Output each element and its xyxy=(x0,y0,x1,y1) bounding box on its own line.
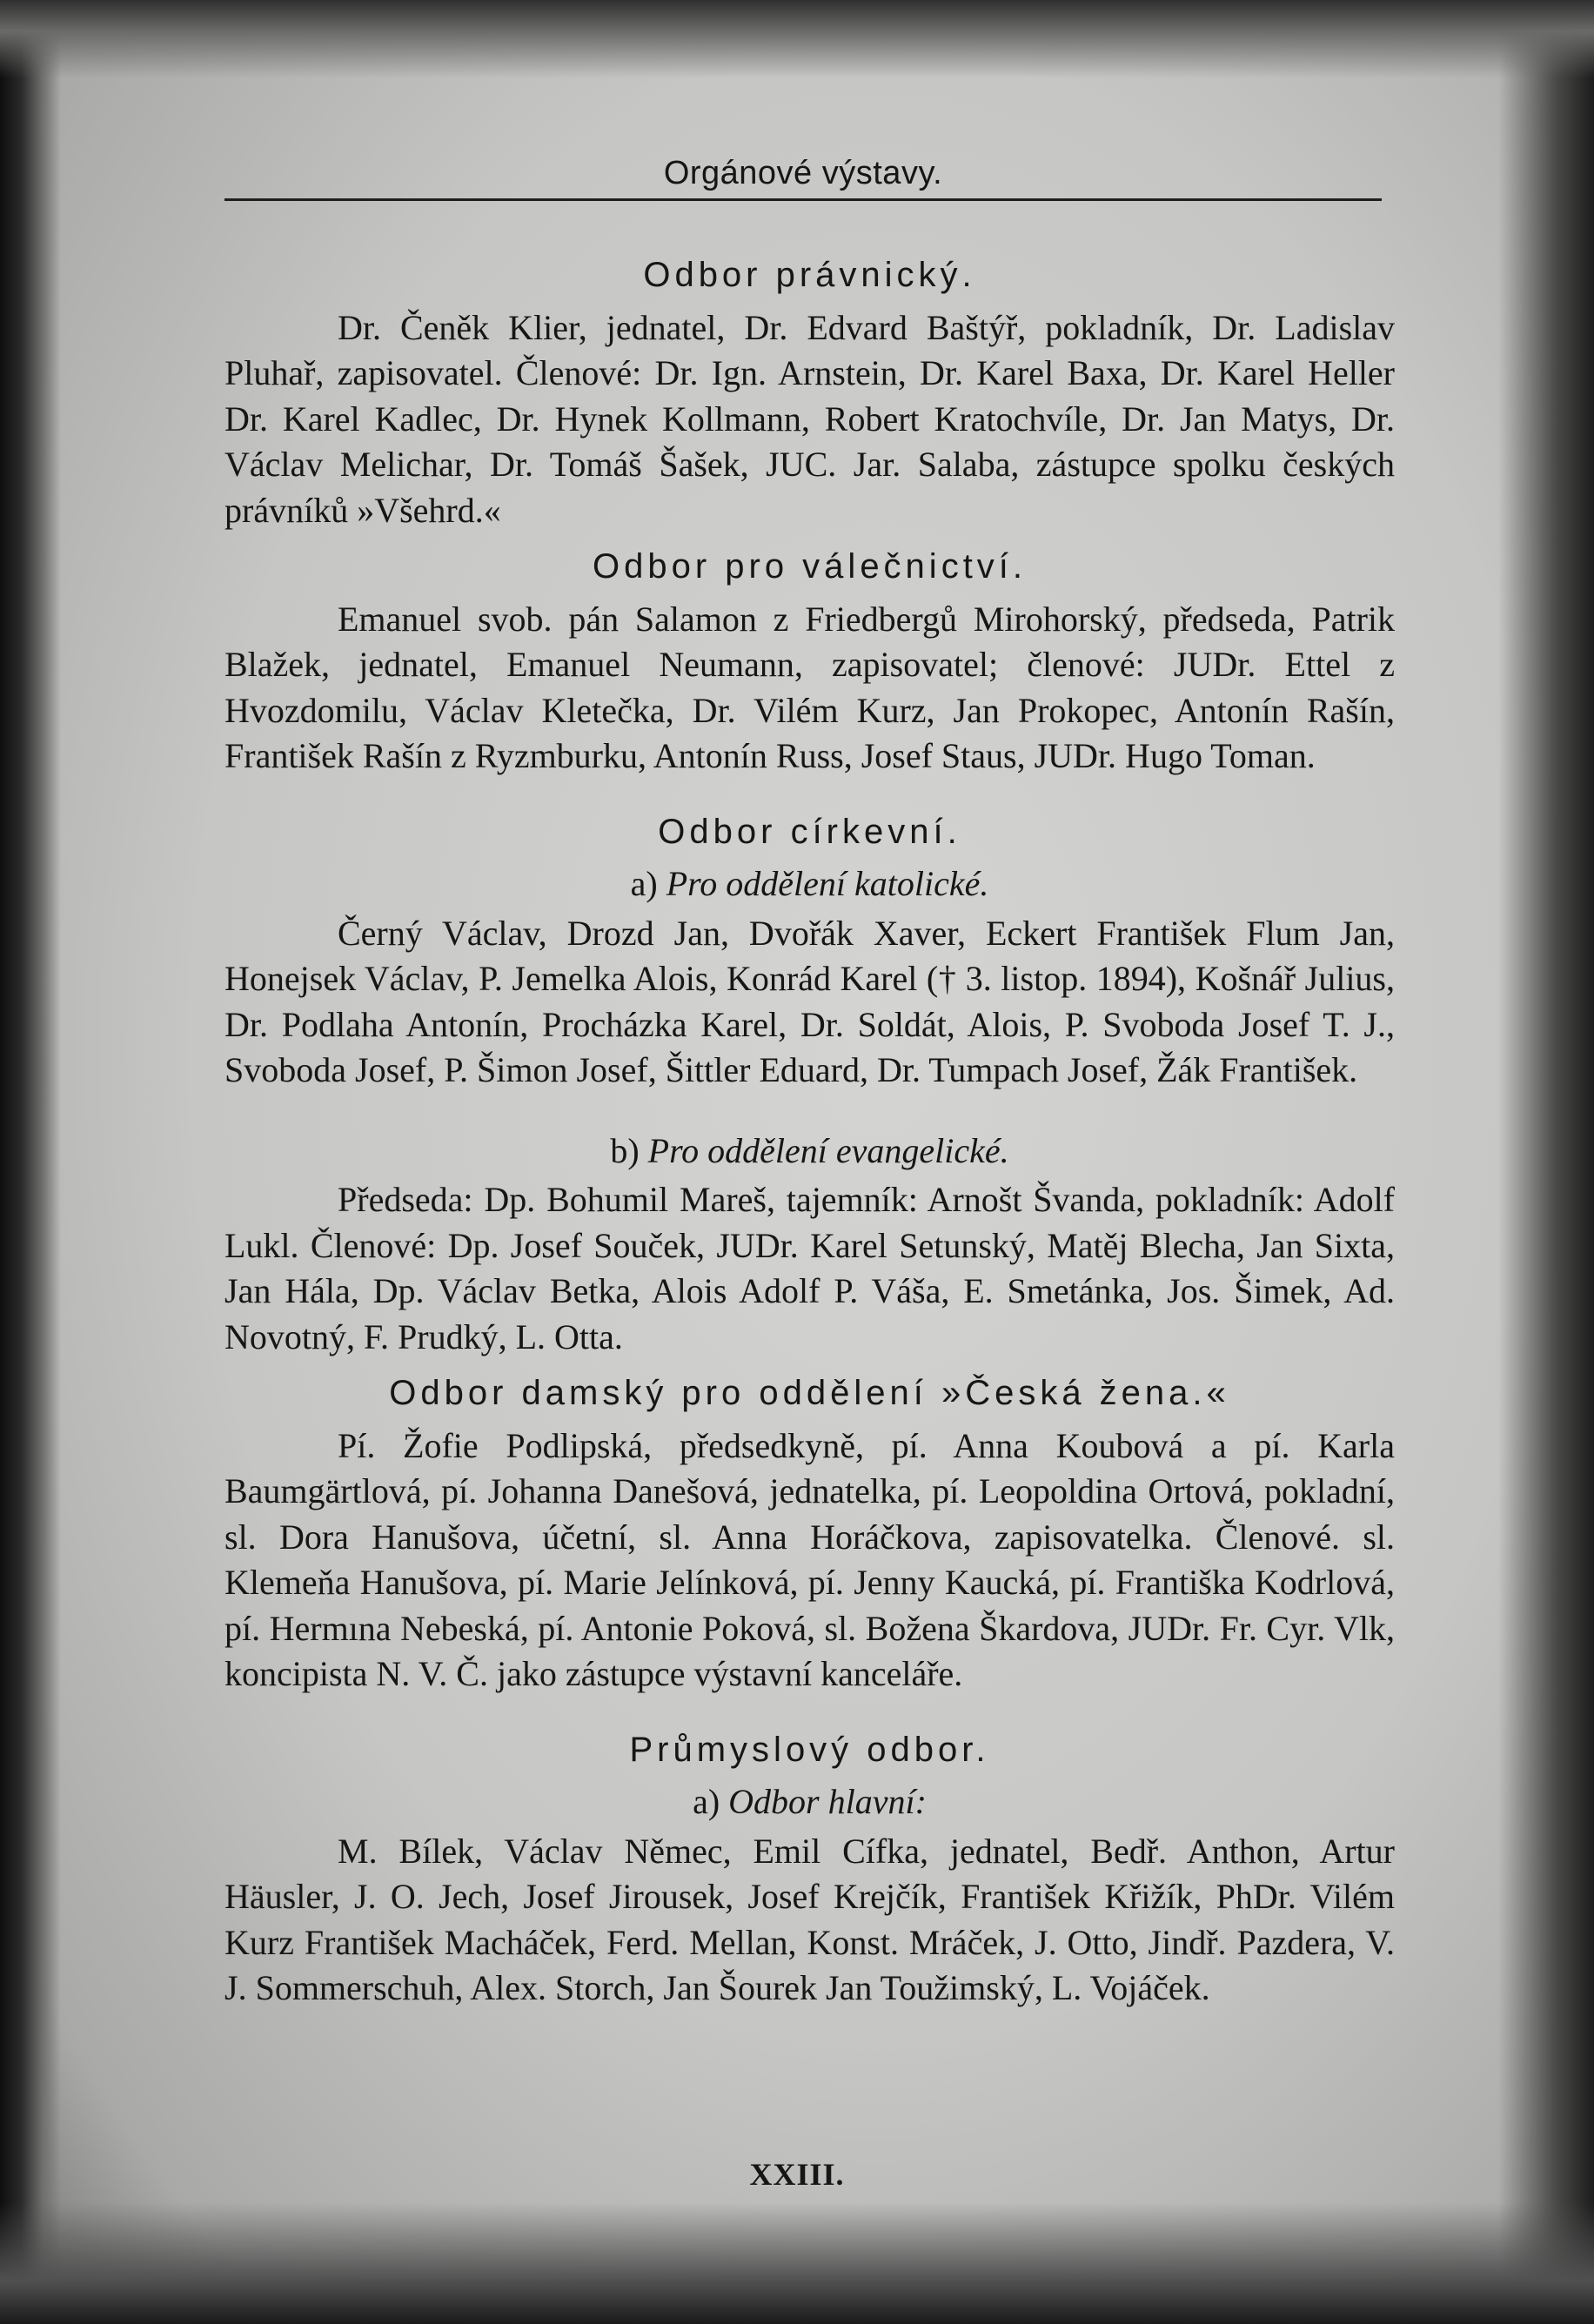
subsection-marker: b) xyxy=(610,1130,640,1170)
subsection-paragraph: Černý Václav, Drozd Jan, Dvořák Xaver, Eckert František Flum Jan, Honejsek Václav, P. Jemelka Alois, Konrád Karel († 3. listop. 1894), Košnář Julius, Dr. Podlaha Antonín, Procházka Karel, Dr. Soldát, Alois, P. Svoboda Josef T. J., Svoboda Josef, P. Šimon Josef, Šittler Eduard, Dr. Tumpach Josef, Žák František. xyxy=(224,913,1395,1089)
subsection-marker: a) xyxy=(693,1782,720,1821)
page-shadow-top xyxy=(0,0,1594,78)
page-shadow-bottom xyxy=(0,2202,1594,2324)
page-shadow-right xyxy=(1498,0,1594,2324)
subsection-paragraph: M. Bílek, Václav Němec, Emil Cífka, jednatel, Bedř. Anthon, Artur Häusler, J. O. Jech, Josef Jirousek, Josef Krejčík, František Křižík, PhDr. Vilém Kurz František Macháček, Ferd. Mellan, Konst. Mráček, J. Otto, Jindř. Pazdera, V. J. Sommerschuh, Alex. Storch, Jan Šourek Jan Toužimský, L. Vojáček. xyxy=(224,1831,1395,2007)
section-heading: Odbor církevní. xyxy=(658,812,961,851)
section-paragraph: Dr. Čeněk Klier, jednatel, Dr. Edvard Baštýř, pokladník, Dr. Ladislav Pluhař, zapisovatel. Členové: Dr. Ign. Arnstein, Dr. Karel Baxa, Dr. Karel Heller Dr. Karel Kadlec, Dr. Hynek Kollmann, Robert Kratochvíle, Dr. Jan Matys, Dr. Václav Melichar, Dr. Tomáš Šašek, JUC. Jar. Salaba, zástupce spolku českých právníků »Všehrd.« xyxy=(224,307,1395,530)
section-heading: Odbor právnický. xyxy=(643,256,976,294)
page-number: XXIII. xyxy=(749,2157,845,2192)
section-paragraph: Pí. Žofie Podlipská, předsedkyně, pí. Anna Koubová a pí. Karla Baumgärtlová, pí. Johanna Danešová, jednatelka, pí. Leopoldina Ortová, pokladní, sl. Dora Hanušova, účetní, sl. Anna Horáčkova, zapisovatelka. Členové. sl. Klemeňa Hanušova, pí. Marie Jelínková, pí. Jenny Kaucká, pí. Františka Kodrlová, pí. Hermına Nebeská, pí. Antonie Poková, sl. Božena Škardova, JUDr. Fr. Cyr. Vlk, koncipista N. V. Č. jako zástupce výstavní kanceláře. xyxy=(224,1425,1395,1693)
subsection-heading xyxy=(224,1779,1395,1825)
header-rule xyxy=(224,198,1382,201)
section-heading: Průmyslový odbor. xyxy=(629,1730,990,1769)
section-heading: Odbor damský pro oddělení »Česká žena.« xyxy=(389,1374,1230,1412)
running-head: Orgánové výstavy. xyxy=(663,155,943,191)
subsection-label: Pro oddělení katolické. xyxy=(666,864,989,903)
subsection-heading xyxy=(224,1129,1395,1175)
section-paragraph: Emanuel svob. pán Salamon z Friedbergů Mirohorský, předseda, Patrik Blažek, jednatel, Emanuel Neumann, zapisovatel; členové: JUDr. Ettel z Hvozdomilu, Václav Kletečka, Dr. Vilém Kurz, Jan Prokopec, Antonín Rašín, František Rašín z Ryzmburku, Antonín Russ, Josef Staus, JUDr. Hugo Toman. xyxy=(224,599,1395,775)
subsection-paragraph: Předseda: Dp. Bohumil Mareš, tajemník: Arnošt Švanda, pokladník: Adolf Lukl. Členové: Dp. Josef Souček, JUDr. Karel Setunský, Matěj Blecha, Jan Sixta, Jan Hála, Dp. Václav Betka, Alois Adolf P. Váša, E. Smetánka, Jos. Šimek, Ad. Novotný, F. Prudký, L. Otta. xyxy=(224,1180,1395,1356)
page-shadow-left xyxy=(0,0,61,2324)
subsection-heading xyxy=(224,861,1395,907)
section-heading: Odbor pro válečnictví. xyxy=(592,547,1028,586)
subsection-marker: a) xyxy=(630,864,658,903)
subsection-label: Pro oddělení evangelické. xyxy=(647,1130,1009,1170)
page-body xyxy=(224,252,1395,2012)
subsection-label: Odbor hlavní: xyxy=(728,1782,927,1821)
